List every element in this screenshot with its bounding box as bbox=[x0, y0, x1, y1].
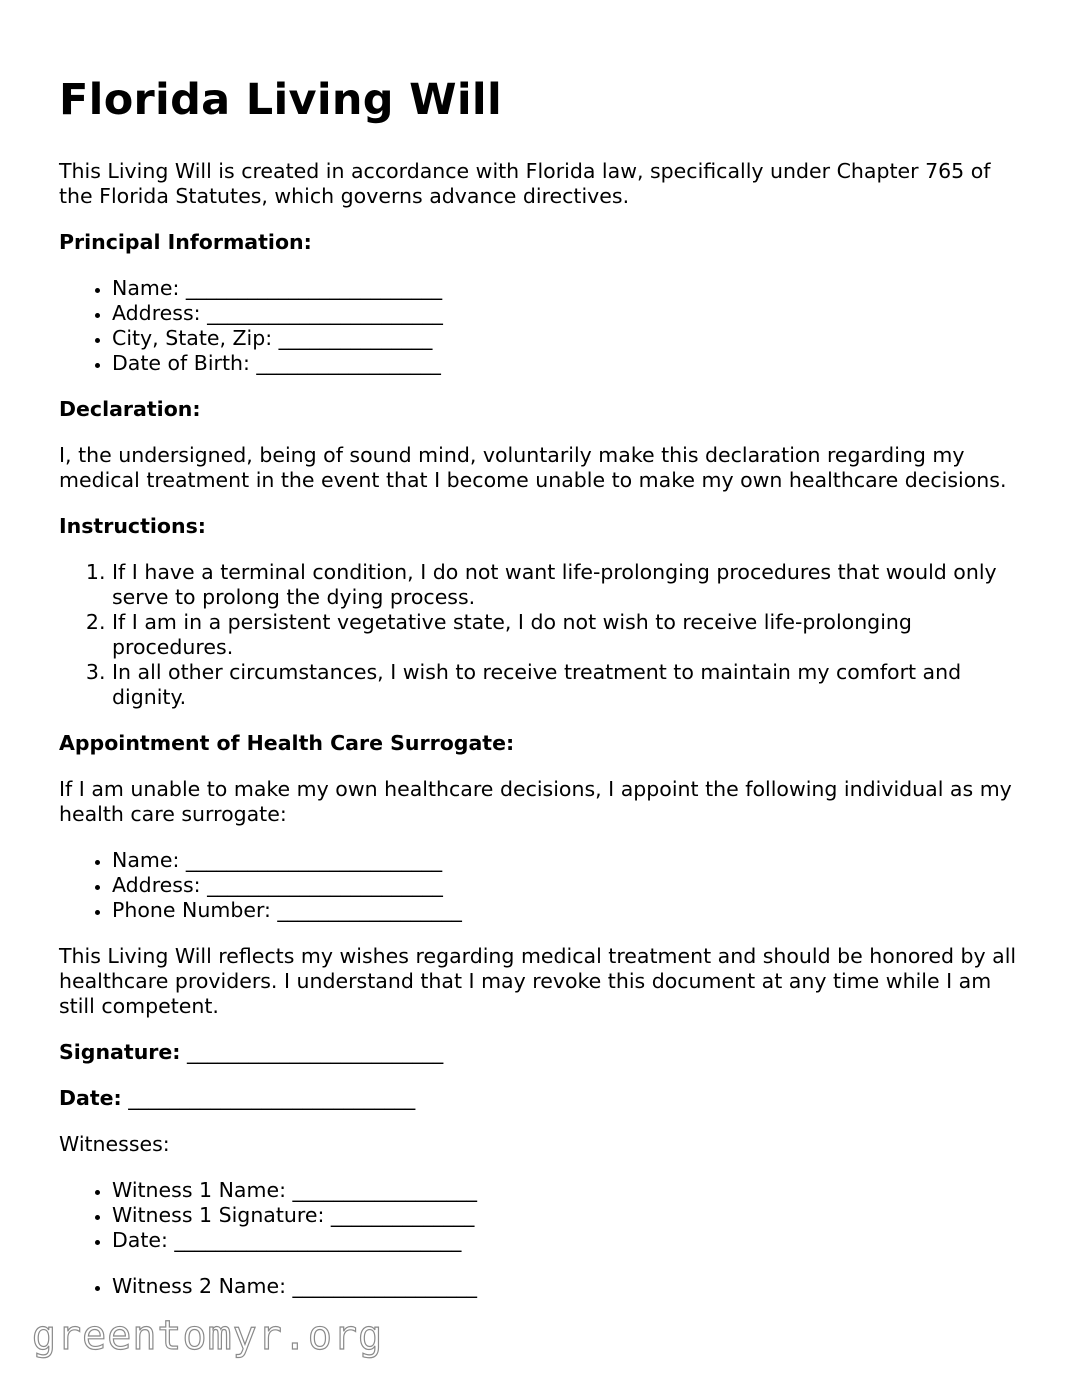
principal-name-field: • Name: _________________________ bbox=[112, 276, 1019, 301]
date-label: Date: bbox=[59, 1086, 122, 1110]
principal-fields-list bbox=[59, 276, 1019, 376]
living-will-document bbox=[59, 70, 1019, 1320]
instruction-item: 2. If I am in a persistent vegetative state, I do not wish to receive life-prolonging procedures. bbox=[112, 610, 1019, 660]
witness-2-list bbox=[59, 1274, 1019, 1299]
witness-1-signature-field: • Witness 1 Signature: ______________ bbox=[112, 1203, 1019, 1228]
watermark-text: greentomyr.org bbox=[32, 1313, 384, 1359]
instruction-item: 1. If I have a terminal condition, I do not want life-prolonging procedures that would only serve to prolong the dying process. bbox=[112, 560, 1019, 610]
date-line bbox=[59, 1086, 1019, 1111]
page-title: Florida Living Will bbox=[59, 75, 502, 125]
surrogate-address-field: • Address: _______________________ bbox=[112, 873, 1019, 898]
surrogate-heading: Appointment of Health Care Surrogate: bbox=[59, 731, 515, 755]
declaration-heading: Declaration: bbox=[59, 397, 201, 421]
surrogate-phone-field: • Phone Number: __________________ bbox=[112, 898, 1019, 923]
instructions-heading: Instructions: bbox=[59, 514, 206, 538]
surrogate-paragraph: If I am unable to make my own healthcare decisions, I appoint the following individual as my health care surrogate: bbox=[59, 777, 1012, 826]
intro-paragraph: This Living Will is created in accordance with Florida law, specifically under Chapter 765 of the Florida Statutes, which governs advance directives. bbox=[59, 159, 991, 208]
principal-address-field: • Address: _______________________ bbox=[112, 301, 1019, 326]
witness-2-name-field: • Witness 2 Name: __________________ bbox=[112, 1274, 1019, 1299]
witness-1-date-field: • Date: ____________________________ bbox=[112, 1228, 1019, 1253]
principal-city-state-zip-field: • City, State, Zip: _______________ bbox=[112, 326, 1019, 351]
signature-line bbox=[59, 1040, 1019, 1065]
signature-blank: _________________________ bbox=[187, 1040, 444, 1064]
declaration-paragraph: I, the undersigned, being of sound mind, voluntarily make this declaration regarding my medical treatment in the event that I become unable to make my own healthcare decisions. bbox=[59, 443, 1007, 492]
witness-1-list bbox=[59, 1178, 1019, 1253]
witnesses-label: Witnesses: bbox=[59, 1132, 170, 1156]
instructions-list bbox=[59, 560, 1019, 710]
surrogate-name-field: • Name: _________________________ bbox=[112, 848, 1019, 873]
date-blank: ____________________________ bbox=[128, 1086, 416, 1110]
principal-heading: Principal Information: bbox=[59, 230, 312, 254]
witness-1-name-field: • Witness 1 Name: __________________ bbox=[112, 1178, 1019, 1203]
signature-label: Signature: bbox=[59, 1040, 181, 1064]
principal-date-of-birth-field: • Date of Birth: __________________ bbox=[112, 351, 1019, 376]
instruction-item: 3. In all other circumstances, I wish to receive treatment to maintain my comfort and dignity. bbox=[112, 660, 1019, 710]
closing-paragraph: This Living Will reflects my wishes regarding medical treatment and should be honored by all healthcare providers. I understand that I may revoke this document at any time while I am still competent. bbox=[59, 944, 1017, 1018]
surrogate-fields-list bbox=[59, 848, 1019, 923]
